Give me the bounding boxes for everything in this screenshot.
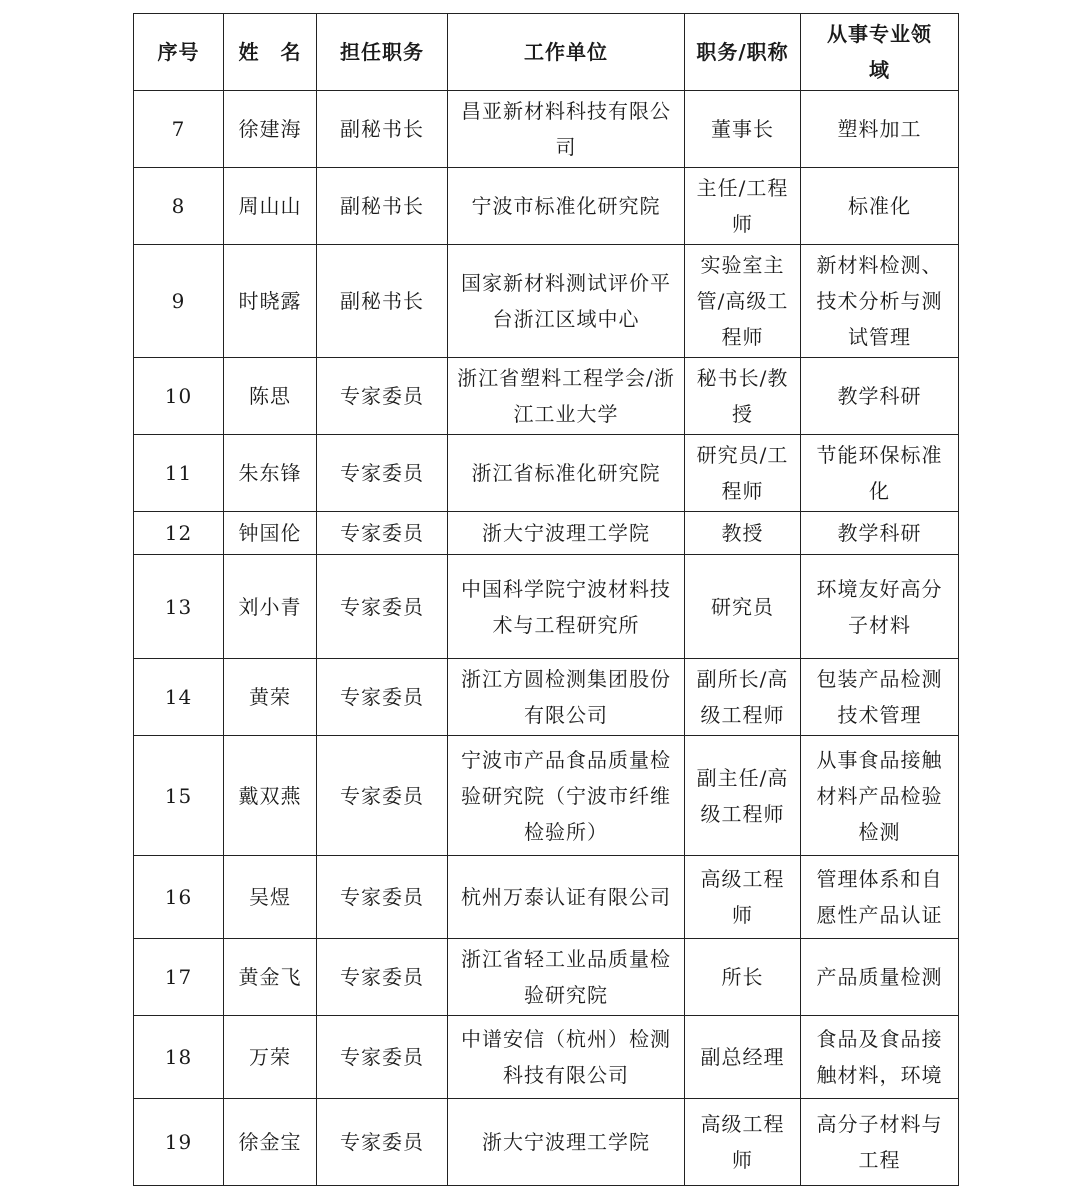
header-role: 担任职务 xyxy=(317,14,448,91)
cell-role: 专家委员 xyxy=(317,736,448,856)
cell-field: 标准化 xyxy=(801,168,959,245)
cell-title: 高级工程师 xyxy=(685,1099,801,1186)
cell-org: 宁波市产品食品质量检验研究院（宁波市纤维检验所） xyxy=(448,736,685,856)
cell-field: 塑料加工 xyxy=(801,91,959,168)
cell-seq: 18 xyxy=(134,1016,224,1099)
table-row xyxy=(134,358,959,435)
cell-org: 浙大宁波理工学院 xyxy=(448,512,685,555)
cell-org: 浙江省轻工业品质量检验研究院 xyxy=(448,939,685,1016)
cell-role: 专家委员 xyxy=(317,659,448,736)
header-field: 从事专业领域 xyxy=(801,14,959,91)
cell-seq: 8 xyxy=(134,168,224,245)
cell-field: 从事食品接触材料产品检验检测 xyxy=(801,736,959,856)
cell-name: 周山山 xyxy=(224,168,317,245)
cell-org: 中谱安信（杭州）检测科技有限公司 xyxy=(448,1016,685,1099)
cell-field: 管理体系和自愿性产品认证 xyxy=(801,856,959,939)
cell-title: 实验室主管/高级工程师 xyxy=(685,245,801,358)
cell-name: 徐建海 xyxy=(224,91,317,168)
cell-field: 包装产品检测技术管理 xyxy=(801,659,959,736)
cell-org: 杭州万泰认证有限公司 xyxy=(448,856,685,939)
cell-org: 昌亚新材料科技有限公司 xyxy=(448,91,685,168)
cell-name: 陈思 xyxy=(224,358,317,435)
cell-seq: 7 xyxy=(134,91,224,168)
table-row xyxy=(134,245,959,358)
cell-role: 副秘书长 xyxy=(317,168,448,245)
cell-field: 教学科研 xyxy=(801,358,959,435)
table-row xyxy=(134,91,959,168)
cell-name: 钟国伦 xyxy=(224,512,317,555)
cell-seq: 9 xyxy=(134,245,224,358)
cell-org: 浙江省标准化研究院 xyxy=(448,435,685,512)
cell-title: 副主任/高级工程师 xyxy=(685,736,801,856)
cell-role: 副秘书长 xyxy=(317,245,448,358)
cell-seq: 17 xyxy=(134,939,224,1016)
cell-seq: 12 xyxy=(134,512,224,555)
table-row xyxy=(134,1099,959,1186)
cell-name: 时晓露 xyxy=(224,245,317,358)
cell-role: 专家委员 xyxy=(317,1016,448,1099)
cell-seq: 10 xyxy=(134,358,224,435)
cell-name: 朱东锋 xyxy=(224,435,317,512)
cell-role: 专家委员 xyxy=(317,1099,448,1186)
cell-name: 黄金飞 xyxy=(224,939,317,1016)
cell-name: 刘小青 xyxy=(224,555,317,659)
table-header-row xyxy=(134,14,959,91)
cell-field: 高分子材料与工程 xyxy=(801,1099,959,1186)
cell-field: 食品及食品接触材料，环境 xyxy=(801,1016,959,1099)
cell-org: 浙江省塑料工程学会/浙江工业大学 xyxy=(448,358,685,435)
cell-title: 研究员/工程师 xyxy=(685,435,801,512)
header-name: 姓 名 xyxy=(224,14,317,91)
cell-title: 副总经理 xyxy=(685,1016,801,1099)
table-row xyxy=(134,659,959,736)
cell-seq: 16 xyxy=(134,856,224,939)
table-row xyxy=(134,435,959,512)
cell-field: 节能环保标准化 xyxy=(801,435,959,512)
cell-title: 秘书长/教授 xyxy=(685,358,801,435)
cell-seq: 14 xyxy=(134,659,224,736)
header-org: 工作单位 xyxy=(448,14,685,91)
cell-seq: 15 xyxy=(134,736,224,856)
table-row xyxy=(134,168,959,245)
cell-name: 万荣 xyxy=(224,1016,317,1099)
cell-org: 中国科学院宁波材料技术与工程研究所 xyxy=(448,555,685,659)
cell-name: 黄荣 xyxy=(224,659,317,736)
cell-field: 产品质量检测 xyxy=(801,939,959,1016)
cell-role: 专家委员 xyxy=(317,555,448,659)
table-row xyxy=(134,939,959,1016)
cell-title: 主任/工程师 xyxy=(685,168,801,245)
cell-role: 专家委员 xyxy=(317,512,448,555)
cell-title: 所长 xyxy=(685,939,801,1016)
table-row xyxy=(134,512,959,555)
cell-seq: 11 xyxy=(134,435,224,512)
cell-role: 专家委员 xyxy=(317,358,448,435)
cell-field: 教学科研 xyxy=(801,512,959,555)
cell-role: 专家委员 xyxy=(317,856,448,939)
cell-name: 吴煜 xyxy=(224,856,317,939)
header-title: 职务/职称 xyxy=(685,14,801,91)
table-row xyxy=(134,1016,959,1099)
cell-org: 国家新材料测试评价平台浙江区域中心 xyxy=(448,245,685,358)
cell-field: 环境友好高分子材料 xyxy=(801,555,959,659)
cell-role: 专家委员 xyxy=(317,939,448,1016)
cell-name: 徐金宝 xyxy=(224,1099,317,1186)
cell-org: 浙大宁波理工学院 xyxy=(448,1099,685,1186)
cell-title: 教授 xyxy=(685,512,801,555)
header-seq: 序号 xyxy=(134,14,224,91)
cell-org: 宁波市标准化研究院 xyxy=(448,168,685,245)
table-row xyxy=(134,736,959,856)
cell-seq: 13 xyxy=(134,555,224,659)
cell-title: 董事长 xyxy=(685,91,801,168)
cell-name: 戴双燕 xyxy=(224,736,317,856)
cell-title: 研究员 xyxy=(685,555,801,659)
table-row xyxy=(134,856,959,939)
cell-field: 新材料检测、技术分析与测试管理 xyxy=(801,245,959,358)
cell-org: 浙江方圆检测集团股份有限公司 xyxy=(448,659,685,736)
cell-title: 高级工程师 xyxy=(685,856,801,939)
cell-role: 专家委员 xyxy=(317,435,448,512)
table-row xyxy=(134,555,959,659)
cell-role: 副秘书长 xyxy=(317,91,448,168)
cell-seq: 19 xyxy=(134,1099,224,1186)
member-table xyxy=(133,13,959,1186)
cell-title: 副所长/高级工程师 xyxy=(685,659,801,736)
table-body xyxy=(134,91,959,1186)
